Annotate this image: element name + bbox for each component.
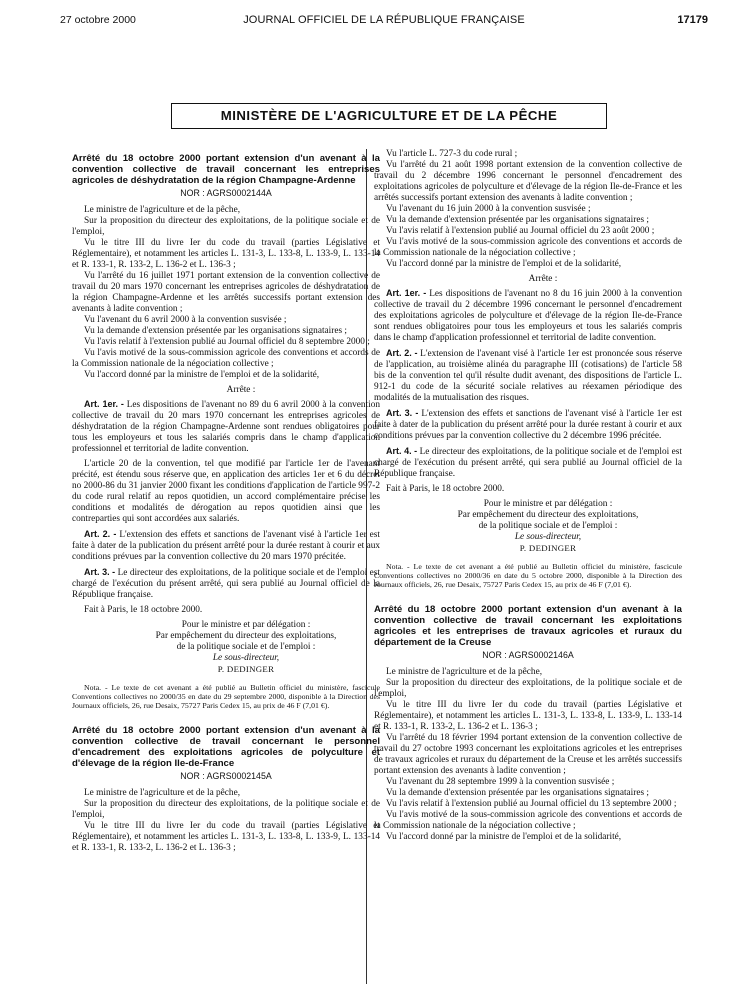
paragraph: Vu l'avis relatif à l'extension publié au Journal officiel du 8 septembre 2000 ;	[84, 337, 370, 347]
article-paragraph	[374, 348, 682, 404]
paragraph: Vu l'arrêté du 18 février 1994 portant extension de la convention collective de travail du 27 octobre 1993 concernant les exploitations agricoles et les entreprises de travaux agricoles et ruraux du département de la Creuse et les arrêtés successifs portant extension des avenants à ladite convention ;	[374, 732, 682, 776]
paragraph: Vu l'arrêté du 21 août 1998 portant extension de la convention collective de travail du 2 décembre 1996 concernant le personnel d'encadrement des exploitations agricoles de polyculture et d'élevage de la région Ile-de-France et les arrêtés successifs portant extension des avenants à ladite convention ;	[374, 160, 682, 203]
article-text: L'extension des effets et sanctions de l'avenant visé à l'article 1er est faite à dater de la publication du présent arrêté pour la durée restant à courir et aux conditions prévues par la convention collective du 20 mars 1970 précitée.	[72, 530, 380, 562]
nor-reference: NOR : AGRS0002144A	[180, 188, 272, 198]
paragraph: Sur la proposition du directeur des exploitations, de la politique sociale et de l'emploi,	[72, 216, 380, 237]
paragraph: Vu l'accord donné par la ministre de l'emploi et de la solidarité,	[386, 259, 622, 269]
article-paragraph	[374, 408, 682, 442]
signature-line: de la politique sociale et de l'emploi :	[176, 642, 316, 652]
signature-date: Fait à Paris, le 18 octobre 2000.	[84, 605, 203, 615]
article-text: Les dispositions de l'avenant no 8 du 16 juin 2000 à la convention collective de travail du 2 décembre 1996 concernant le personnel d'encadrement des exploitations agricoles de polyculture et d'élevage de la région Ile-de-France sont rendues obligatoires pour tous les employeurs et tous les salariés compris dans le champ d'application professionnel et territorial de ladite convention.	[374, 289, 683, 343]
header-date: 27 octobre 2000	[60, 14, 136, 26]
paragraph: Vu l'avenant du 16 juin 2000 à la convention susvisée ;	[386, 204, 591, 214]
paragraph: Vu la demande d'extension présentée par les organisations signataires ;	[84, 326, 347, 336]
paragraph: Vu la demande d'extension présentée par les organisations signataires ;	[386, 787, 649, 798]
paragraph: Vu l'accord donné par la ministre de l'emploi et de la solidarité,	[386, 831, 622, 842]
header-title: JOURNAL OFFICIEL DE LA RÉPUBLIQUE FRANÇAISE	[243, 14, 525, 26]
paragraph: Vu l'avis motivé de la sous-commission agricole des conventions et accords de la Commission nationale de la négociation collective ;	[374, 237, 682, 258]
article-text: L'extension de l'avenant visé à l'article 1er est prononcée sous réserve de l'application, au troisième alinéa du paragraphe III (cotisations) de l'article 58 bis de la convention tel qu'il résulte dudit avenant, des dispositions de l'article L. 912-1 du code de la sécurité sociale relatives au réexamen périodique des modalités de la mutualisation des risques.	[374, 349, 682, 403]
arrete-heading: Arrête :	[226, 385, 256, 395]
ministry-banner	[171, 103, 607, 129]
paragraph: Vu l'article L. 727-3 du code rural ;	[386, 149, 518, 159]
paragraph: Sur la proposition du directeur des exploitations, de la politique sociale et de l'emploi,	[72, 798, 380, 820]
paragraph: Le ministre de l'agriculture et de la pêche,	[386, 666, 543, 677]
article-title: Arrêté du 18 octobre 2000 portant extension d'un avenant à la convention collective de travail concernant les entreprises agricoles de déshydratation de la région Champagne-Ardenne	[72, 153, 380, 186]
nota-note: Nota. - Le texte de cet avenant a été publié au Bulletin officiel du ministère, fascicule Conventions collectives no 2000/36 en date du 5 octobre 2000, disponible à la Direction des Journaux officiels, 26, rue Desaix, 75727 Paris Cedex 15, au prix de 46 F (7,01 €).	[374, 562, 682, 590]
paragraph: Vu le titre III du livre Ier du code du travail (parties Législative et Réglementaire), et notamment les articles L. 131-3, L. 133-8, L. 133-9, L. 133-14 et R. 133-1, R. 133-2, L. 136-2 et L. 136-3 ;	[72, 820, 380, 853]
nor-reference: NOR : AGRS0002146A	[482, 649, 574, 660]
article-label: Art. 3. -	[386, 408, 419, 418]
page-number: 17179	[677, 14, 708, 26]
paragraph: Vu l'avis motivé de la sous-commission agricole des conventions et accords de la Commission nationale de la négociation collective ;	[374, 809, 682, 831]
article-label: Art. 2. -	[386, 348, 418, 358]
article-label: Art. 4. -	[386, 446, 418, 456]
article-label: Art. 2. -	[84, 529, 117, 539]
left-column	[72, 149, 380, 854]
signatory-name: P. DEDINGER	[217, 664, 275, 674]
page-header	[60, 14, 708, 30]
right-column	[374, 149, 682, 843]
article-text: Le directeur des exploitations, de la politique sociale et de l'emploi est chargé de l'exécution du présent arrêté, qui sera publié au Journal officiel de la République française.	[72, 568, 380, 600]
paragraph: Le ministre de l'agriculture et de la pêche,	[84, 787, 241, 798]
signature-block	[112, 620, 380, 675]
paragraph: Vu l'avis relatif à l'extension publié au Journal officiel du 23 août 2000 ;	[386, 226, 655, 236]
nota-note: Nota. - Le texte de cet avenant a été publié au Bulletin officiel du ministère, fascicule Conventions collectives no 2000/35 en date du 29 septembre 2000, disponible à la Direction des Journaux officiels, 26, rue Desaix, 75727 Paris Cedex 15, au prix de 46 F (7,01 €).	[72, 683, 380, 711]
article-paragraph	[374, 288, 682, 344]
paragraph: Vu le titre III du livre Ier du code du travail (parties Législative et Réglementaire), et notamment les articles L. 131-3, L. 133-8, L. 133-9, L. 133-14 et R. 133-1, R. 133-2, L. 136-2 et L. 136-3 ;	[374, 699, 682, 732]
paragraph: Vu l'avis relatif à l'extension publié au Journal officiel du 13 septembre 2000 ;	[386, 798, 677, 809]
article-label: Art. 1er. -	[84, 399, 124, 409]
paragraph: Vu l'accord donné par la ministre de l'emploi et de la solidarité,	[84, 370, 320, 380]
paragraph: Vu l'avenant du 28 septembre 1999 à la convention susvisée ;	[386, 776, 615, 787]
article-text: Les dispositions de l'avenant no 89 du 6 avril 2000 à la convention collective de travail du 20 mars 1970 concernant les entreprises agricoles de déshydratation de la région Champagne-Ardenne sont rendues obligatoires pour tous les employeurs et tous les salariés compris dans le champ d'application professionnel et territorial de ladite convention.	[72, 400, 381, 454]
signature-line: Par empêchement du directeur des exploitations,	[155, 631, 337, 641]
signature-date: Fait à Paris, le 18 octobre 2000.	[386, 484, 505, 494]
signature-block	[414, 499, 682, 554]
article-title: Arrêté du 18 octobre 2000 portant extension d'un avenant à la convention collective de travail concernant les exploitations agricoles et les entreprises de travaux agricoles et ruraux du département de la Creuse	[374, 603, 682, 648]
nor-reference: NOR : AGRS0002145A	[180, 770, 272, 781]
paragraph: Vu la demande d'extension présentée par les organisations signataires ;	[386, 215, 649, 225]
signature-line: Par empêchement du directeur des exploitations,	[457, 510, 639, 520]
signatory-name: P. DEDINGER	[519, 543, 577, 553]
article-title: Arrêté du 18 octobre 2000 portant extension d'un avenant à la convention collective de travail concernant le personnel d'encadrement des exploitations agricoles de polyculture et d'élevage de la région Ile-de-France	[72, 724, 380, 769]
article-paragraph	[72, 529, 380, 563]
paragraph: Vu l'arrêté du 16 juillet 1971 portant extension de la convention collective de travail du 20 mars 1970 concernant les entreprises agricoles de déshydratation de la région Champagne-Ardenne et les arrêtés successifs portant extension des avenants à ladite convention ;	[72, 271, 380, 314]
arrete-heading: Arrête :	[528, 274, 558, 284]
article-text: L'extension des effets et sanctions de l'avenant visé à l'article 1er est faite à dater de la publication du présent arrêté pour la durée restant à courir et aux conditions prévues par la convention collective du 2 décembre 1996 précitée.	[374, 409, 682, 441]
article-paragraph	[72, 459, 380, 525]
paragraph: Le ministre de l'agriculture et de la pêche,	[84, 205, 241, 215]
signature-role: Le sous-directeur,	[514, 532, 582, 542]
paragraph: Sur la proposition du directeur des exploitations, de la politique sociale et de l'emploi,	[374, 677, 682, 699]
article-text: Le directeur des exploitations, de la politique sociale et de l'emploi est chargé de l'exécution du présent arrêté, qui sera publié au Journal officiel de la République française.	[374, 447, 682, 479]
article-label: Art. 1er. -	[386, 288, 427, 298]
article-paragraph	[374, 446, 682, 480]
article-label: Art. 3. -	[84, 567, 116, 577]
signature-line: Pour le ministre et par délégation :	[181, 620, 311, 630]
signature-line: de la politique sociale et de l'emploi :	[478, 521, 618, 531]
signature-line: Pour le ministre et par délégation :	[483, 499, 613, 509]
article-text: L'article 20 de la convention, tel que modifié par l'article 1er de l'avenant précité, est étendu sous réserve que, en application des articles 1er et 6 du décret no 2000-86 du 31 janvier 2000 fixant les conditions d'application de l'article 997-2 du code rural relatif au repos quotidien, un accord complémentaire précise les conditions et modalités de dérogation au repos quotidien ainsi que les contreparties qui sont accordées aux salariés.	[72, 459, 380, 524]
paragraph: Vu l'avis motivé de la sous-commission agricole des conventions et accords de la Commission nationale de la négociation collective ;	[72, 348, 380, 369]
ministry-title: MINISTÈRE DE L'AGRICULTURE ET DE LA PÊCHE	[220, 108, 558, 123]
signature-role: Le sous-directeur,	[212, 653, 280, 663]
paragraph: Vu l'avenant du 6 avril 2000 à la convention susvisée ;	[84, 315, 287, 325]
paragraph: Vu le titre III du livre Ier du code du travail (parties Législative et Réglementaire), et notamment les articles L. 131-3, L. 133-8, L. 133-9, L. 133-14 et R. 133-1, R. 133-2, L. 136-2 et L. 136-3 ;	[72, 238, 380, 270]
article-paragraph	[72, 399, 380, 455]
article-paragraph	[72, 567, 380, 601]
